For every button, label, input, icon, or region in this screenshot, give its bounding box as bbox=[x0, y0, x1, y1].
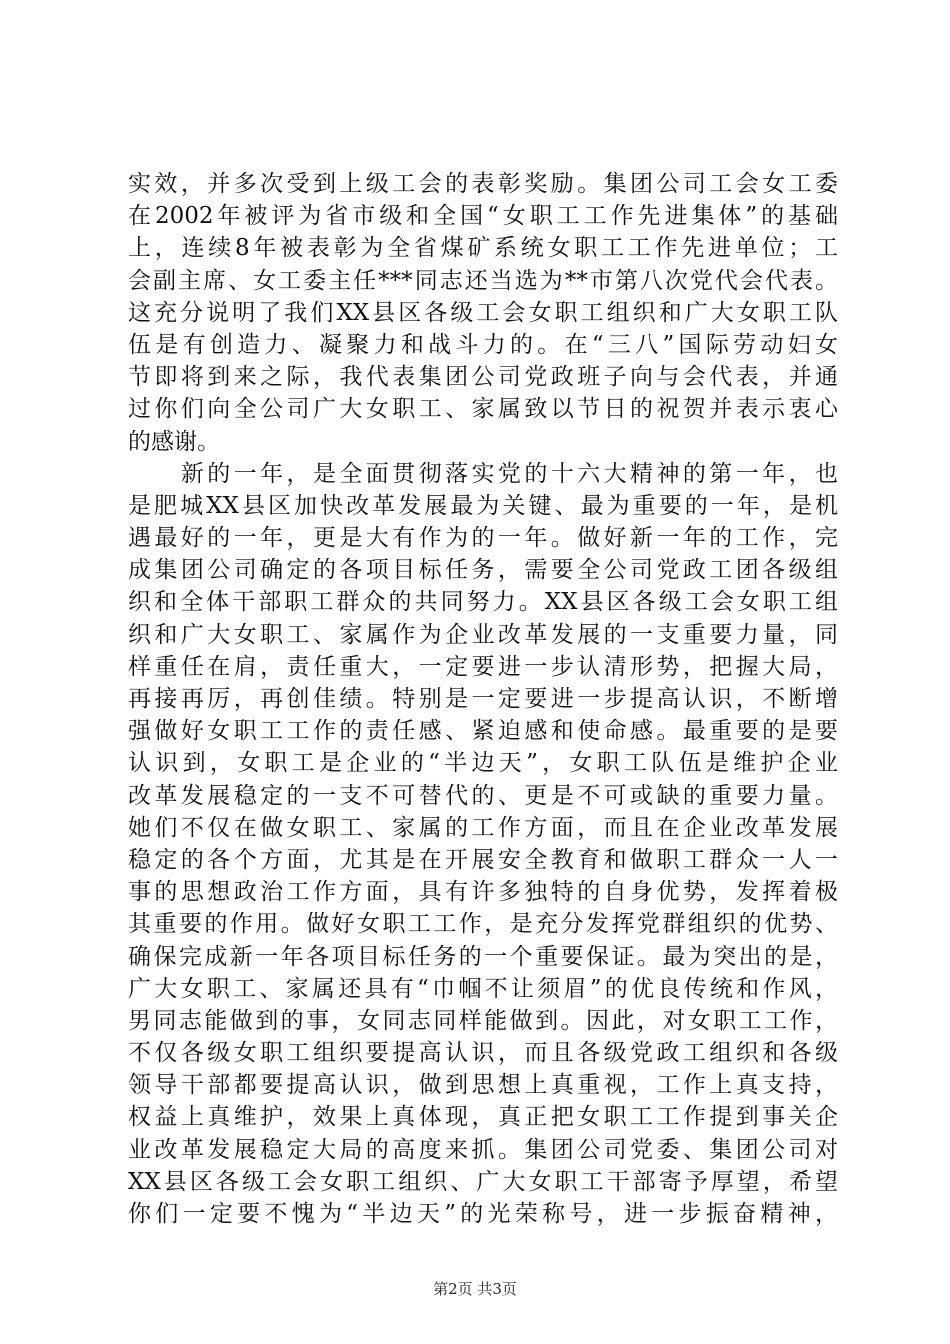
text-line: 其重要的作用。做好女职工工作，是充分发挥党群组织的优势、 bbox=[128, 911, 838, 938]
text-line: 成集团公司确定的各项目标任务，需要全公司党政工团各级组 bbox=[128, 557, 838, 584]
text-line: 是肥城XX县区加快改革发展最为关键、最为重要的一年，是机 bbox=[128, 492, 838, 519]
text-line: 广大女职工、家属还具有“巾帼不让须眉”的优良传统和作风， bbox=[128, 975, 838, 1002]
text-line: 你们一定要不愧为“半边天”的光荣称号，进一步振奋精神， bbox=[128, 1201, 838, 1227]
text-line: 新的一年，是全面贯彻落实党的十六大精神的第一年，也 bbox=[128, 460, 838, 487]
text-line: 再接再厉，再创佳绩。特别是一定要进一步提高认识，不断增 bbox=[128, 686, 838, 712]
text-line: 认识到，女职工是企业的“半边天”，女职工队伍是维护企业 bbox=[128, 750, 838, 777]
text-line: 在2002年被评为省市级和全国“女职工工作先进集体”的基础 bbox=[128, 203, 838, 230]
page-footer: 第2页 共3页 bbox=[433, 1280, 517, 1298]
text-line: 不仅各级女职工组织要提高认识，而且各级党政工组织和各级 bbox=[128, 1040, 838, 1067]
text-line: 改革发展稳定的一支不可替代的、更是不可或缺的重要力量。 bbox=[128, 782, 838, 809]
text-line: 男同志能做到的事，女同志同样能做到。因此，对女职工工作， bbox=[128, 1007, 838, 1034]
text-line: 确保完成新一年各项目标任务的一个重要保证。最为突出的是， bbox=[128, 943, 838, 970]
text-line: 上，连续8年被表彰为全省煤矿系统女职工工作先进单位；工 bbox=[128, 235, 838, 262]
text-line: 遇最好的一年，更是大有作为的一年。做好新一年的工作，完 bbox=[128, 525, 838, 552]
text-line: 她们不仅在做女职工、家属的工作方面，而且在企业改革发展 bbox=[128, 814, 838, 841]
text-line: 织和全体干部职工群众的共同努力。XX县区各级工会女职工组 bbox=[128, 589, 838, 616]
text-line: 权益上真维护，效果上真体现，真正把女职工工作提到事关企 bbox=[128, 1104, 838, 1131]
text-line: 领导干部都要提高认识，做到思想上真重视，工作上真支持， bbox=[128, 1072, 838, 1099]
text-line: 会副主席、女工委主任***同志还当选为**市第八次党代会代表。 bbox=[128, 267, 838, 294]
text-line: 伍是有创造力、凝聚力和战斗力的。在“三八”国际劳动妇女 bbox=[128, 331, 838, 358]
text-line: 实效，并多次受到上级工会的表彰奖励。集团公司工会女工委 bbox=[128, 171, 838, 197]
text-line: 的感谢。 bbox=[128, 428, 220, 455]
text-line: XX县区各级工会女职工组织、广大女职工干部寄予厚望，希望 bbox=[128, 1168, 838, 1195]
text-line: 织和广大女职工、家属作为企业改革发展的一支重要力量，同 bbox=[128, 621, 838, 648]
text-line: 这充分说明了我们XX县区各级工会女职工组织和广大女职工队 bbox=[128, 299, 838, 326]
text-line: 事的思想政治工作方面，具有许多独特的自身优势，发挥着极 bbox=[128, 879, 838, 906]
text-line: 样重任在肩，责任重大，一定要进一步认清形势，把握大局， bbox=[128, 653, 838, 680]
text-line: 强做好女职工工作的责任感、紧迫感和使命感。最重要的是要 bbox=[128, 718, 838, 745]
text-line: 业改革发展稳定大局的高度来抓。集团公司党委、集团公司对 bbox=[128, 1136, 838, 1163]
text-line: 节即将到来之际，我代表集团公司党政班子向与会代表，并通 bbox=[128, 364, 838, 391]
text-line: 稳定的各个方面，尤其是在开展安全教育和做职工群众一人一 bbox=[128, 846, 838, 873]
text-line: 过你们向全公司广大女职工、家属致以节日的祝贺并表示衷心 bbox=[128, 396, 838, 423]
document-body bbox=[128, 168, 838, 1230]
